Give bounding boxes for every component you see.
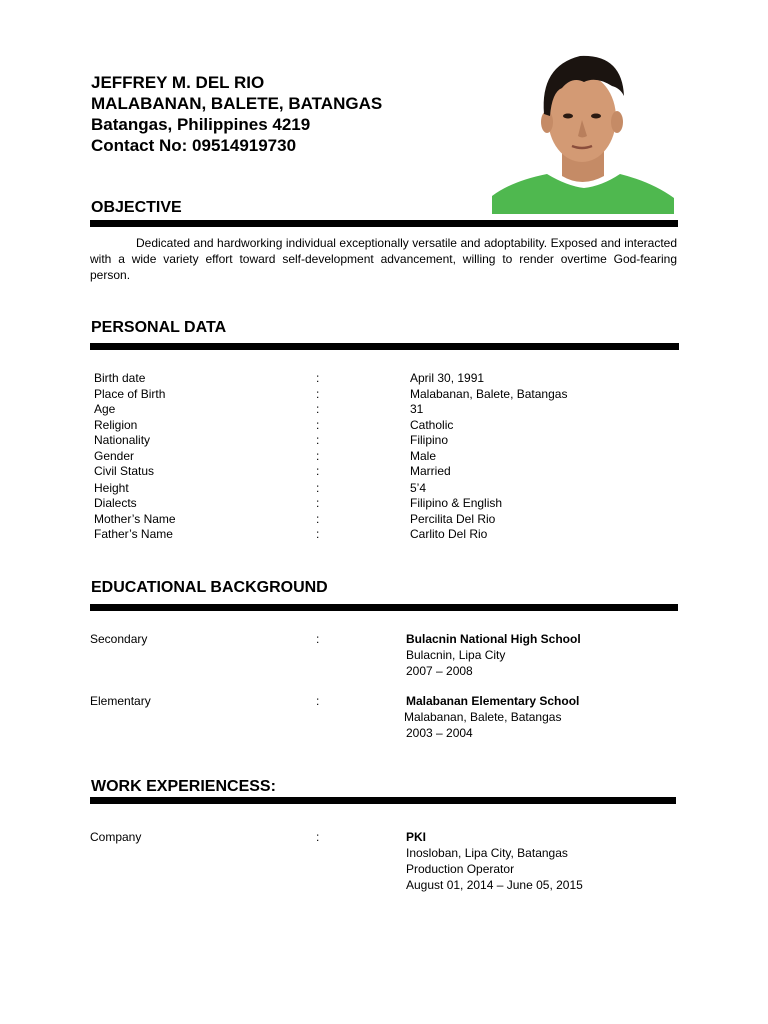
personal-row-fathers-name: [94, 526, 694, 542]
field-separator: :: [316, 830, 320, 844]
field-separator: :: [316, 433, 320, 447]
field-value: April 30, 1991: [410, 371, 485, 385]
field-label: Father’s Name: [94, 527, 173, 541]
section-divider: [90, 343, 679, 350]
field-separator: :: [316, 527, 320, 541]
section-divider: [90, 604, 678, 611]
field-separator: :: [316, 694, 320, 708]
work-experience-heading: WORK EXPERIENCESS:: [91, 778, 276, 795]
field-separator: :: [316, 449, 320, 463]
field-label: Place of Birth: [94, 387, 166, 401]
personal-row-gender: [94, 448, 694, 464]
contact-number: Contact No: 09514919730: [91, 136, 297, 155]
personal-row-nationality: [94, 432, 694, 448]
field-value: Malabanan, Balete, Batangas: [410, 387, 568, 401]
applicant-name: JEFFREY M. DEL RIO: [91, 73, 265, 92]
field-separator: :: [316, 632, 320, 646]
objective-heading: OBJECTIVE: [91, 199, 182, 216]
school-years: 2003 – 2004: [406, 726, 473, 740]
field-label: Dialects: [94, 496, 137, 510]
resume-header: [91, 72, 471, 156]
school-name: Malabanan Elementary School: [406, 694, 580, 708]
field-value: Married: [410, 464, 451, 478]
personal-row-birth-date: [94, 370, 694, 386]
education-level: Secondary: [90, 632, 148, 646]
school-location: Bulacnin, Lipa City: [406, 648, 506, 662]
school-years: 2007 – 2008: [406, 664, 473, 678]
employment-dates: August 01, 2014 – June 05, 2015: [406, 878, 583, 892]
education-level: Elementary: [90, 694, 151, 708]
field-separator: :: [316, 402, 320, 416]
field-separator: :: [316, 512, 320, 526]
work-label: Company: [90, 830, 142, 844]
company-name: PKI: [406, 830, 427, 844]
education-entry-secondary: [90, 631, 690, 679]
field-value: Catholic: [410, 418, 454, 432]
address-line-2: Batangas, Philippines 4219: [91, 115, 311, 134]
field-label: Mother’s Name: [94, 512, 176, 526]
section-divider: [90, 220, 678, 227]
section-divider: [90, 797, 676, 804]
field-label: Religion: [94, 418, 138, 432]
job-position: Production Operator: [406, 862, 515, 876]
personal-row-civil-status: [94, 463, 694, 479]
field-value: Carlito Del Rio: [410, 527, 488, 541]
work-entry-company: [90, 829, 690, 893]
field-separator: :: [316, 387, 320, 401]
field-value: 5’4: [410, 481, 427, 495]
field-value: Filipino & English: [410, 496, 503, 510]
field-label: Height: [94, 481, 129, 495]
objective-text: Dedicated and hardworking individual exceptionally versatile and adoptability. Exposed and interacted with a wide variety effort toward self-development advancement, willing to render overtime God-fearing person.: [90, 236, 677, 282]
field-label: Gender: [94, 449, 135, 463]
school-name: Bulacnin National High School: [406, 632, 581, 646]
field-separator: :: [316, 496, 320, 510]
field-value: 31: [410, 402, 424, 416]
field-value: Percilita Del Rio: [410, 512, 496, 526]
education-heading: EDUCATIONAL BACKGROUND: [91, 579, 328, 596]
personal-row-place-of-birth: [94, 386, 694, 402]
field-label: Age: [94, 402, 116, 416]
field-separator: :: [316, 371, 320, 385]
field-label: Birth date: [94, 371, 146, 385]
school-location: Malabanan, Balete, Batangas: [404, 710, 562, 724]
personal-row-dialects: [94, 495, 694, 511]
address-line-1: MALABANAN, BALETE, BATANGAS: [91, 94, 383, 113]
personal-row-religion: [94, 417, 694, 433]
applicant-photo: [492, 36, 674, 214]
field-value: Filipino: [410, 433, 449, 447]
field-label: Civil Status: [94, 464, 155, 478]
company-location: Inosloban, Lipa City, Batangas: [406, 846, 568, 860]
personal-row-height: [94, 480, 694, 496]
portrait-illustration: [492, 36, 674, 214]
personal-data-heading: PERSONAL DATA: [91, 319, 227, 336]
field-separator: :: [316, 481, 320, 495]
field-separator: :: [316, 464, 320, 478]
personal-row-age: [94, 401, 694, 417]
field-value: Male: [410, 449, 437, 463]
education-entry-elementary: [90, 693, 690, 741]
field-label: Nationality: [94, 433, 151, 447]
personal-row-mothers-name: [94, 511, 694, 527]
field-separator: :: [316, 418, 320, 432]
